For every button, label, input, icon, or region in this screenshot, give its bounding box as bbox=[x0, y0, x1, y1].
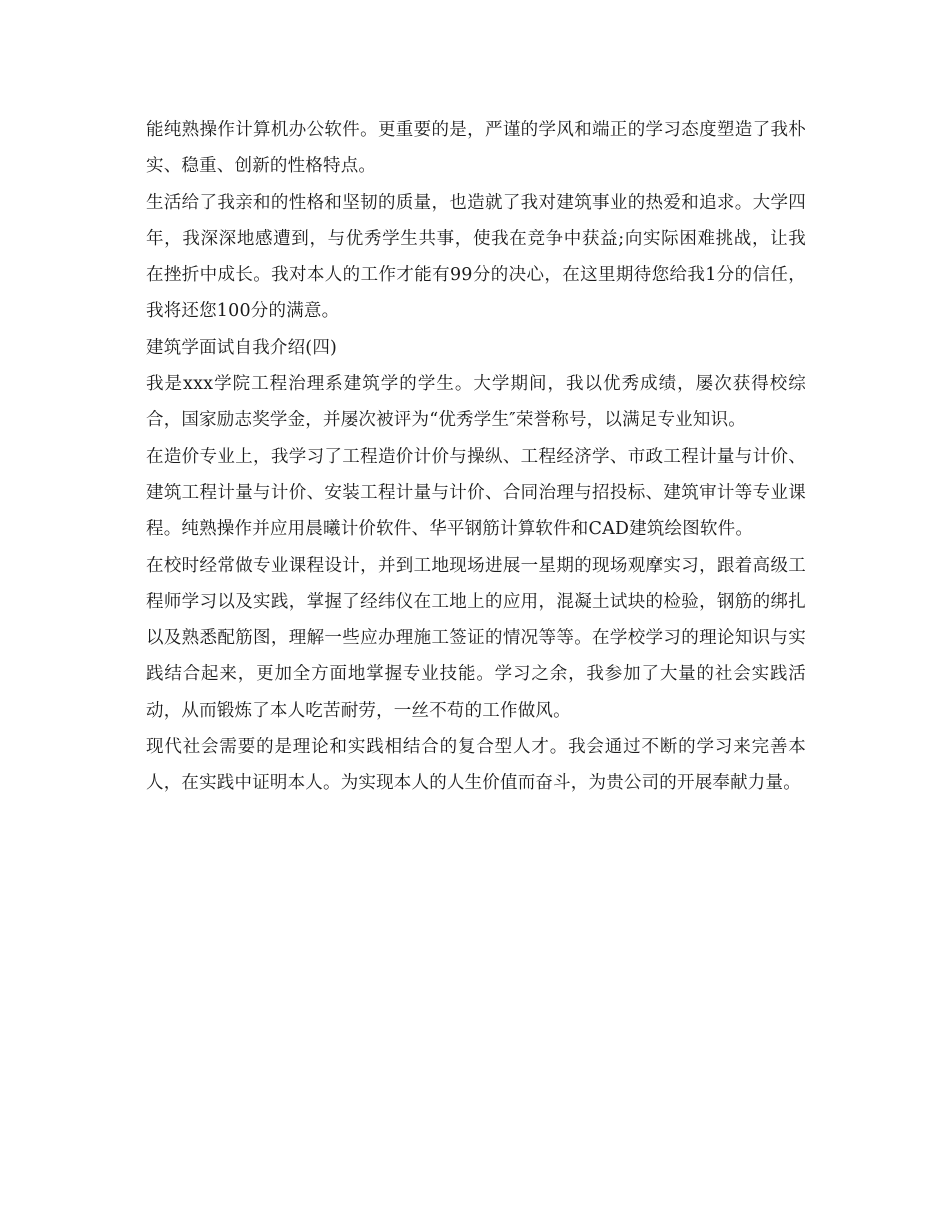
paragraph-closing: 现代社会需要的是理论和实践相结合的复合型人才。我会通过不断的学习来完善本人，在实践中证明本人。为实现本人的人生价值而奋斗，为贵公司的开展奉献力量。 bbox=[146, 737, 806, 794]
paragraph-cost-courses: 在造价专业上，我学习了工程造价计价与操纵、工程经济学、市政工程计量与计价、建筑工程计量与计价、安装工程计量与计价、合同治理与招投标、建筑审计等专业课程。纯熟操作并应用晨曦计价软件、华平钢筋计算软件和CAD建筑绘图软件。 bbox=[146, 446, 806, 540]
paragraph-life: 生活给了我亲和的性格和坚韧的质量，也造就了我对建筑事业的热爱和追求。大学四年，我深深地感遭到，与优秀学生共事，使我在竞争中获益;向实际困难挑战，让我在挫折中成长。我对本人的工作才能有99分的决心，在这里期待您给我1分的信任，我将还您100分的满意。 bbox=[146, 192, 806, 322]
paragraph-practice: 在校时经常做专业课程设计，并到工地现场进展一星期的现场观摩实习，跟着高级工程师学习以及实践，掌握了经纬仪在工地上的应用，混凝土试块的检验，钢筋的绑扎以及熟悉配筋图，理解一些应办理施工签证的情况等等。在学校学习的理论知识与实践结合起来，更加全方面地掌握专业技能。学习之余，我参加了大量的社会实践活动，从而锻炼了本人吃苦耐劳，一丝不苟的工作做风。 bbox=[146, 555, 806, 721]
paragraph-intro: 我是xxx学院工程治理系建筑学的学生。大学期间，我以优秀成绩，屡次获得校综合，国家励志奖学金，并屡次被评为“优秀学生″荣誉称号，以满足专业知识。 bbox=[146, 374, 806, 431]
document-body bbox=[146, 112, 806, 802]
paragraph-skills: 能纯熟操作计算机办公软件。更重要的是，严谨的学风和端正的学习态度塑造了我朴实、稳重、创新的性格特点。 bbox=[146, 120, 806, 177]
section-heading: 建筑学面试自我介绍(四) bbox=[146, 337, 338, 358]
